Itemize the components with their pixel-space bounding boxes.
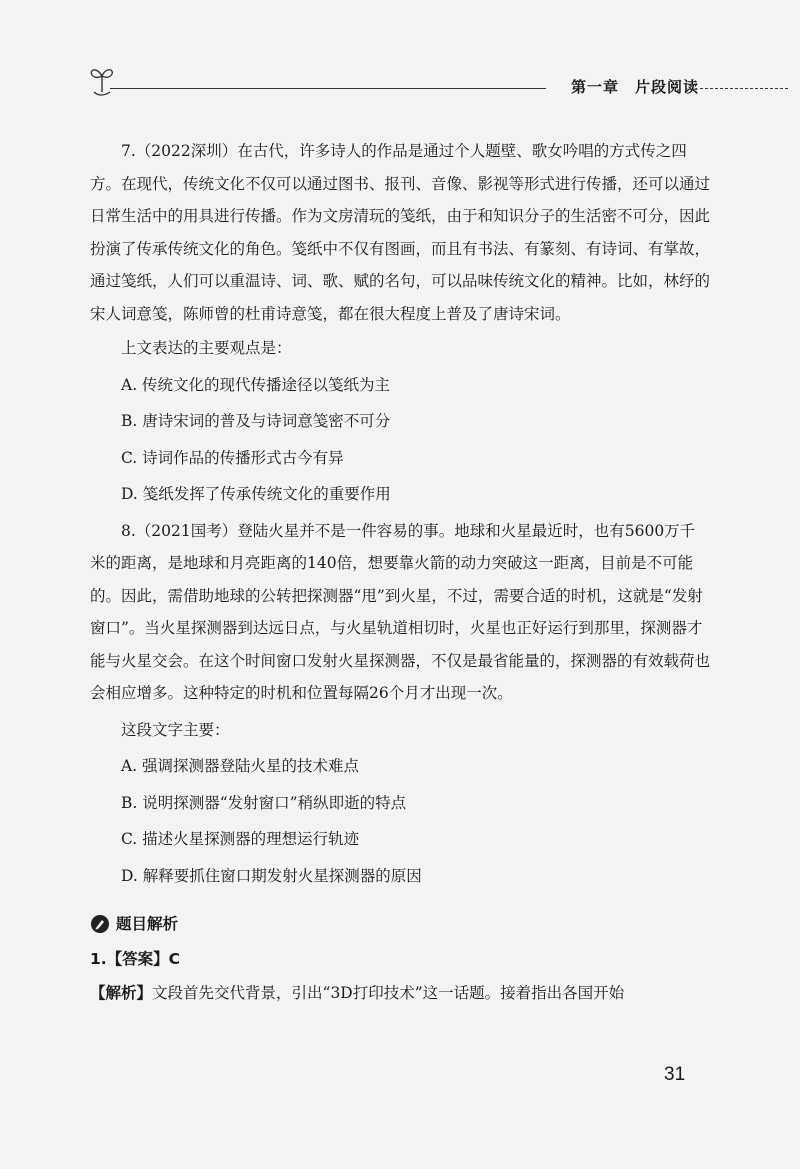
header-rule-dashed	[700, 88, 788, 89]
page-content	[90, 135, 710, 1010]
question-8-option-d: D. 解释要抓住窗口期发射火星探测器的原因	[121, 866, 422, 885]
pen-circle-icon	[90, 914, 110, 934]
question-7-option-c: C. 诗词作品的传播形式古今有异	[121, 448, 344, 467]
question-8-prompt: 这段文字主要：	[121, 720, 230, 739]
question-8-option-b: B. 说明探测器“发射窗口”稍纵即逝的特点	[121, 793, 407, 812]
chapter-title: 第一章 片段阅读	[546, 76, 724, 97]
page-header	[88, 62, 788, 102]
question-8-option-c: C. 描述火星探测器的理想运行轨迹	[121, 830, 360, 848]
analysis-heading	[90, 908, 710, 941]
question-8-body: 8.（2021国考）登陆火星并不是一件容易的事。地球和火星最近时，也有5600万千米的距离，是地球和月亮距离的140倍，想要靠火箭的动力突破这一距离，目前是不可能的。因此，需借助地球的公转把探测器“甩”到火星，不过，需要合适的时机，这就是“发射窗口”。当火星探测器到达远日点，与火星轨道相切时，火星也正好运行到那里，探测器才能与火星交会。在这个时间窗口发射火星探测器，不仅是最省能量的，探测器的有效载荷也会相应增多。这种特定的时机和位置每隔26个月才出现一次。	[90, 521, 711, 702]
explanation-tag: 【解析】	[90, 984, 153, 1002]
sprout-icon	[88, 62, 116, 96]
question-7-option-d: D. 笺纸发挥了传承传统文化的重要作用	[121, 485, 391, 503]
page-number: 31	[664, 1064, 686, 1085]
analysis-title: 题目解析	[116, 915, 179, 933]
answer-line: 1.【答案】C	[90, 949, 181, 968]
question-7-option-b: B. 唐诗宋词的普及与诗词意笺密不可分	[121, 412, 391, 430]
question-7-body: 7.（2022深圳）在古代，许多诗人的作品是通过个人题壁、歌女吟唱的方式传之四方。在现代，传统文化不仅可以通过图书、报刊、音像、影视等形式进行传播，还可以通过日常生活中的用具进行传播。作为文房清玩的笺纸，由于和知识分子的生活密不可分，因此扮演了传承传统文化的角色。笺纸中不仅有图画，而且有书法、有篆刻、有诗词、有掌故，通过笺纸，人们可以重温诗、词、歌、赋的名句，可以品味传统文化的精神。比如，林纾的宋人词意笺，陈师曾的杜甫诗意笺，都在很大程度上普及了唐诗宋词。	[90, 142, 711, 323]
question-7-option-a: A. 传统文化的现代传播途径以笺纸为主	[121, 375, 391, 394]
explanation-line	[90, 977, 710, 1010]
question-7-prompt: 上文表达的主要观点是：	[121, 339, 292, 357]
explanation-text: 文段首先交代背景，引出“3D打印技术”这一话题。接着指出各国开始	[152, 984, 625, 1002]
question-8-option-a: A. 强调探测器登陆火星的技术难点	[121, 757, 360, 775]
